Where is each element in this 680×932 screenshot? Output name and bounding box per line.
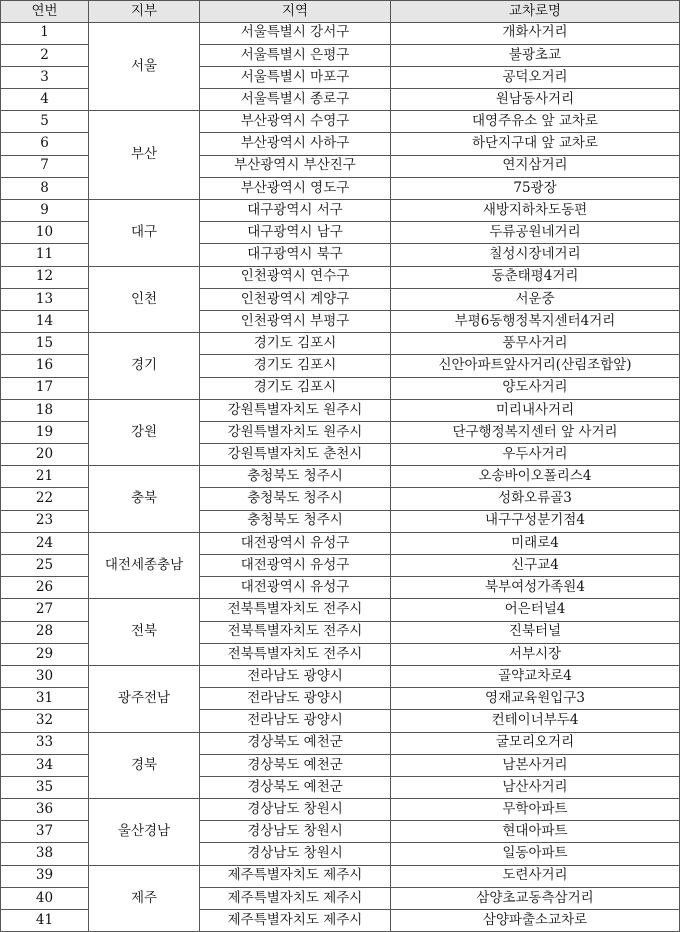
region-cell: 강원특별자치도 춘천시 xyxy=(200,444,391,466)
intersection-cell: 영재교육원입구3 xyxy=(391,688,680,710)
intersection-cell: 두류공원네거리 xyxy=(391,222,680,244)
intersection-cell: 서부시장 xyxy=(391,643,680,665)
intersection-cell: 하단지구대 앞 교차로 xyxy=(391,133,680,155)
row-number: 7 xyxy=(1,155,89,177)
row-number: 11 xyxy=(1,244,89,266)
region-cell: 대구광역시 남구 xyxy=(200,222,391,244)
intersection-cell: 단구행정복지센터 앞 사거리 xyxy=(391,421,680,443)
region-cell: 대전광역시 유성구 xyxy=(200,577,391,599)
intersection-cell: 현대아파트 xyxy=(391,821,680,843)
region-cell: 충청북도 청주시 xyxy=(200,488,391,510)
row-number: 4 xyxy=(1,89,89,111)
region-cell: 충청북도 청주시 xyxy=(200,466,391,488)
intersection-cell: 어은터널4 xyxy=(391,599,680,621)
row-number: 30 xyxy=(1,665,89,687)
intersection-cell: 75광장 xyxy=(391,177,680,199)
row-number: 29 xyxy=(1,643,89,665)
intersection-cell: 신구교4 xyxy=(391,555,680,577)
region-cell: 경기도 김포시 xyxy=(200,355,391,377)
intersection-cell: 진북터널 xyxy=(391,621,680,643)
row-number: 28 xyxy=(1,621,89,643)
intersection-cell: 신안아파트앞사거리(산림조합앞) xyxy=(391,355,680,377)
region-cell: 경상북도 예천군 xyxy=(200,776,391,798)
region-cell: 부산광역시 부산진구 xyxy=(200,155,391,177)
region-cell: 경상북도 예천군 xyxy=(200,754,391,776)
row-number: 34 xyxy=(1,754,89,776)
row-number: 33 xyxy=(1,732,89,754)
table-row xyxy=(1,266,680,288)
row-number: 6 xyxy=(1,133,89,155)
table-row xyxy=(1,665,680,687)
branch-cell: 충북 xyxy=(89,466,200,533)
branch-cell: 대구 xyxy=(89,200,200,267)
row-number: 5 xyxy=(1,111,89,133)
intersection-cell: 도련사거리 xyxy=(391,865,680,887)
intersection-cell: 남산사거리 xyxy=(391,776,680,798)
row-number: 27 xyxy=(1,599,89,621)
region-cell: 서울특별시 종로구 xyxy=(200,89,391,111)
header-row xyxy=(1,1,680,23)
branch-cell: 서울 xyxy=(89,22,200,111)
row-number: 14 xyxy=(1,310,89,332)
table-row xyxy=(1,732,680,754)
region-cell: 강원특별자치도 원주시 xyxy=(200,399,391,421)
region-cell: 경상남도 창원시 xyxy=(200,843,391,865)
region-cell: 전북특별자치도 전주시 xyxy=(200,643,391,665)
row-number: 3 xyxy=(1,66,89,88)
row-number: 26 xyxy=(1,577,89,599)
region-cell: 대전광역시 유성구 xyxy=(200,532,391,554)
region-cell: 대구광역시 북구 xyxy=(200,244,391,266)
row-number: 40 xyxy=(1,887,89,909)
table-row xyxy=(1,799,680,821)
header-region: 지역 xyxy=(200,1,391,23)
intersection-cell: 삼양초교동측삼거리 xyxy=(391,887,680,909)
header-branch: 지부 xyxy=(89,1,200,23)
intersection-cell: 미리내사거리 xyxy=(391,399,680,421)
intersection-cell: 동춘태평4거리 xyxy=(391,266,680,288)
intersection-cell: 삼양파출소교차로 xyxy=(391,910,680,932)
region-cell: 인천광역시 계양구 xyxy=(200,288,391,310)
intersection-cell: 연지삼거리 xyxy=(391,155,680,177)
intersection-cell: 서운중 xyxy=(391,288,680,310)
row-number: 22 xyxy=(1,488,89,510)
branch-cell: 경기 xyxy=(89,333,200,400)
region-cell: 전북특별자치도 전주시 xyxy=(200,621,391,643)
row-number: 19 xyxy=(1,421,89,443)
row-number: 2 xyxy=(1,44,89,66)
intersection-cell: 칠성시장네거리 xyxy=(391,244,680,266)
region-cell: 서울특별시 마포구 xyxy=(200,66,391,88)
intersection-cell: 개화사거리 xyxy=(391,22,680,44)
row-number: 25 xyxy=(1,555,89,577)
row-number: 41 xyxy=(1,910,89,932)
table-row xyxy=(1,466,680,488)
intersection-cell: 우두사거리 xyxy=(391,444,680,466)
region-cell: 부산광역시 영도구 xyxy=(200,177,391,199)
intersection-cell: 불광초교 xyxy=(391,44,680,66)
intersection-cell: 양도사거리 xyxy=(391,377,680,399)
intersection-cell: 컨테이너부두4 xyxy=(391,710,680,732)
region-cell: 경상북도 예천군 xyxy=(200,732,391,754)
region-cell: 경상남도 창원시 xyxy=(200,799,391,821)
intersection-cell: 남본사거리 xyxy=(391,754,680,776)
region-cell: 제주특별자치도 제주시 xyxy=(200,887,391,909)
region-cell: 인천광역시 부평구 xyxy=(200,310,391,332)
intersection-cell: 대영주유소 앞 교차로 xyxy=(391,111,680,133)
row-number: 23 xyxy=(1,510,89,532)
table-row xyxy=(1,532,680,554)
branch-cell: 강원 xyxy=(89,399,200,466)
row-number: 37 xyxy=(1,821,89,843)
row-number: 35 xyxy=(1,776,89,798)
region-cell: 충청북도 청주시 xyxy=(200,510,391,532)
row-number: 20 xyxy=(1,444,89,466)
region-cell: 부산광역시 사하구 xyxy=(200,133,391,155)
branch-cell: 울산경남 xyxy=(89,799,200,866)
row-number: 31 xyxy=(1,688,89,710)
table-row xyxy=(1,111,680,133)
header-no: 연번 xyxy=(1,1,89,23)
region-cell: 경기도 김포시 xyxy=(200,333,391,355)
table-row xyxy=(1,865,680,887)
region-cell: 인천광역시 연수구 xyxy=(200,266,391,288)
region-cell: 전라남도 광양시 xyxy=(200,665,391,687)
intersection-cell: 골약교차로4 xyxy=(391,665,680,687)
region-cell: 서울특별시 강서구 xyxy=(200,22,391,44)
intersection-cell: 일동아파트 xyxy=(391,843,680,865)
row-number: 1 xyxy=(1,22,89,44)
branch-cell: 부산 xyxy=(89,111,200,200)
row-number: 16 xyxy=(1,355,89,377)
table-body xyxy=(1,22,680,932)
region-cell: 대구광역시 서구 xyxy=(200,200,391,222)
header-intersection: 교차로명 xyxy=(391,1,680,23)
intersection-cell: 오송바이오폴리스4 xyxy=(391,466,680,488)
intersection-cell: 무학아파트 xyxy=(391,799,680,821)
region-cell: 서울특별시 은평구 xyxy=(200,44,391,66)
row-number: 10 xyxy=(1,222,89,244)
branch-cell: 대전세종충남 xyxy=(89,532,200,599)
table-row xyxy=(1,599,680,621)
branch-cell: 경북 xyxy=(89,732,200,799)
table-row xyxy=(1,333,680,355)
table-row xyxy=(1,200,680,222)
region-cell: 강원특별자치도 원주시 xyxy=(200,421,391,443)
intersection-cell: 성화오류골3 xyxy=(391,488,680,510)
region-cell: 제주특별자치도 제주시 xyxy=(200,865,391,887)
intersection-cell: 굴모리오거리 xyxy=(391,732,680,754)
branch-cell: 제주 xyxy=(89,865,200,932)
branch-cell: 광주전남 xyxy=(89,665,200,732)
row-number: 13 xyxy=(1,288,89,310)
intersection-cell: 북부여성가족원4 xyxy=(391,577,680,599)
row-number: 32 xyxy=(1,710,89,732)
branch-cell: 인천 xyxy=(89,266,200,333)
row-number: 39 xyxy=(1,865,89,887)
table-row xyxy=(1,22,680,44)
row-number: 18 xyxy=(1,399,89,421)
region-cell: 부산광역시 수영구 xyxy=(200,111,391,133)
row-number: 15 xyxy=(1,333,89,355)
row-number: 36 xyxy=(1,799,89,821)
row-number: 12 xyxy=(1,266,89,288)
region-cell: 경상남도 창원시 xyxy=(200,821,391,843)
region-cell: 제주특별자치도 제주시 xyxy=(200,910,391,932)
intersection-cell: 부평6동행정복지센터4거리 xyxy=(391,310,680,332)
row-number: 24 xyxy=(1,532,89,554)
region-cell: 전라남도 광양시 xyxy=(200,710,391,732)
region-cell: 경기도 김포시 xyxy=(200,377,391,399)
region-cell: 전라남도 광양시 xyxy=(200,688,391,710)
intersection-cell: 내구구성분기점4 xyxy=(391,510,680,532)
region-cell: 전북특별자치도 전주시 xyxy=(200,599,391,621)
row-number: 8 xyxy=(1,177,89,199)
intersection-cell: 원남동사거리 xyxy=(391,89,680,111)
branch-cell: 전북 xyxy=(89,599,200,666)
region-cell: 대전광역시 유성구 xyxy=(200,555,391,577)
row-number: 17 xyxy=(1,377,89,399)
row-number: 21 xyxy=(1,466,89,488)
row-number: 38 xyxy=(1,843,89,865)
row-number: 9 xyxy=(1,200,89,222)
intersection-cell: 풍무사거리 xyxy=(391,333,680,355)
table-row xyxy=(1,399,680,421)
intersection-cell: 공덕오거리 xyxy=(391,66,680,88)
intersection-cell: 새방지하차도동편 xyxy=(391,200,680,222)
intersection-cell: 미래로4 xyxy=(391,532,680,554)
